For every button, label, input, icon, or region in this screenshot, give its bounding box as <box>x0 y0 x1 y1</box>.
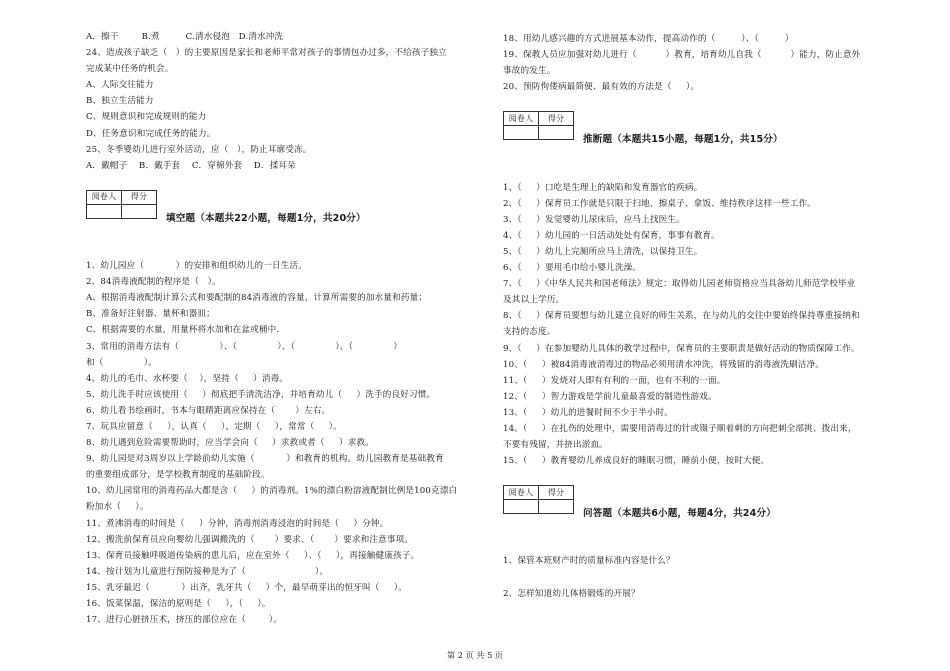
text-line: D、任务意识和完成任务的能力。 <box>86 128 216 139</box>
score-table-blank-cell <box>539 500 574 514</box>
score-table-header-cell: 阅卷人 <box>504 486 539 500</box>
text-line: 支持的态度。 <box>503 327 556 338</box>
spacer <box>503 570 899 586</box>
text-line: B、准备好注射器、量杯和器皿； <box>86 309 215 320</box>
text-line: 8、（ ）保育员要想与幼儿建立良好的师生关系，在与幼儿的交往中要始终保持尊重接纳和 <box>503 311 860 322</box>
text-line: 2、（ ）保育员工作就是只限于扫地、擦桌子、拿饭、维持秩序这样一些工作。 <box>503 198 817 209</box>
score-table-blank-cell <box>504 126 539 140</box>
text-line: 及其以上学历。 <box>503 295 565 306</box>
text-line: 4、幼儿的毛巾、水杯要（ ），坚持（ ）消毒。 <box>86 373 289 384</box>
score-table <box>503 485 574 514</box>
score-table-blank-cell <box>504 500 539 514</box>
spacer <box>503 163 899 179</box>
text-line: 11、（ ）发烧对人即有有利的一面，也有不利的一面。 <box>503 375 726 386</box>
text-line: 3、常用的消毒方法有（ ）、（ ）、（ ）、（ ） <box>86 341 403 352</box>
text-line: 20、预防佝偻病最简便、最有效的方法是（ ）。 <box>503 82 700 93</box>
text-line: 15、乳牙最迟（ ）出齐，乳牙共（ ）个，最早萌芽出的恒牙叫（ ）。 <box>86 582 408 593</box>
text-line: 5、（ ）幼儿上完厕所应马上清洗，以保持卫生。 <box>503 246 703 257</box>
text-line: 6、（ ）要用毛巾给小婴儿洗澡。 <box>503 263 642 274</box>
text-line: 15、（ ）教育婴幼儿养成良好的睡眠习惯，睡前小便，按时大便。 <box>503 456 770 467</box>
text-line: C、根据需要的水量，用量杯将水加和在盆或桶中. <box>86 325 280 336</box>
text-line: 14、（ ）在扎伤的处理中，需要用消毒过的针或镊子顺着刺的方向把刺全部挑、拨出来， <box>503 423 857 434</box>
page-footer: 第 2 页 共 5 页 <box>446 650 504 660</box>
text-line: 不要有残留，并挤出淤血。 <box>503 440 608 451</box>
section-header <box>503 485 899 537</box>
text-line: 粉加水（ ）。 <box>86 502 149 513</box>
spacer <box>503 537 899 553</box>
score-table <box>86 190 157 219</box>
text-line: 4、（ ）幼儿园的一日活动处处有保育，事事有教育。 <box>503 230 720 241</box>
section-header <box>503 111 899 163</box>
score-table <box>503 111 574 140</box>
text-line: 19、保教人员应加强对幼儿进行（ ）教育，培育幼儿自我（ ）能力，防止意外 <box>503 50 861 61</box>
text-line: C、规则意识和完成规则的能力 <box>86 112 207 123</box>
section-title: 问答题（本题共6小题，每题4分，共24分） <box>583 508 776 520</box>
spacer <box>503 95 899 111</box>
text-line: 2、84消毒液配制的程序是（ ）。 <box>86 277 221 288</box>
score-table-blank-cell <box>87 204 122 218</box>
text-line: 17、进行心脏挤压术，挤压的部位应在（ ）。 <box>86 615 283 626</box>
right-column <box>503 31 899 602</box>
text-line: 7、玩具应留意（ ），认真（ ），定期（ ），常常（ ）。 <box>86 421 342 432</box>
text-line: 7、（ ）《中华人民共和国老师法》规定：取得幼儿园老师资格应当具备幼儿师范学校毕业 <box>503 279 856 290</box>
score-table-header-cell: 阅卷人 <box>87 190 122 204</box>
spacer <box>86 174 486 190</box>
section-title: 填空题（本题共22小题，每题1分，共20分） <box>166 212 366 224</box>
text-line: 10、（ ）被84消毒液消毒过的物品必须用清水冲洗，将残留的消毒液洗刷洁净。 <box>503 359 825 370</box>
score-table-blank-cell <box>539 126 574 140</box>
text-line: 10、幼儿园常用的消毒药品大都是含（ ）的消毒剂。1%的漂白粉溶液配制比例是100克漂白 <box>86 486 458 497</box>
text-line: 1、保管本班财产时的质量标准内容是什么？ <box>503 556 675 567</box>
text-line: 完成某中任务的机会。 <box>86 64 174 75</box>
score-table-header-cell: 阅卷人 <box>504 112 539 126</box>
text-line: 14、按计划为儿童进行预防接种是为了（ ）。 <box>86 566 329 577</box>
section-title: 推断题（本题共15小题，每题1分，共15分） <box>583 134 783 146</box>
text-line: 13、（ ）幼儿的进餐时间不少于半小时。 <box>503 407 673 418</box>
text-line: 5、幼儿洗手时应该使用（ ）彻底把手清洗洁净，并培育幼儿（ ）洗手的良好习惯。 <box>86 389 436 400</box>
text-line: 9、（ ）在参加婴幼儿具体的教学过程中，保育员的主要职责是做好活动的物质保障工作。 <box>503 343 860 354</box>
text-line: A．戴帽子 B．戴手套 C．穿棉外套 D．揉耳朵 <box>86 160 296 171</box>
text-line: A．擦干 B.煮 C.清水侵泡 D.清水冲洗 <box>86 32 284 42</box>
text-line: 18、用幼儿感兴趣的方式进展基本动作，提高动作的（ ）、（ ） <box>503 34 794 44</box>
text-line: 1、（ ）口吃是生理上的缺陷和发育器官的疾病。 <box>503 182 703 193</box>
text-line: 9、幼儿园是对3周岁以上学龄前幼儿实施（ ）和教育的机构。幼儿园教育是基础教育 <box>86 454 444 465</box>
text-line: 6、幼儿看书绘画时，书本与眼睛距离应保持在（ ）左右。 <box>86 405 331 416</box>
text-line: 12、（ ）智力游戏是学前儿童最喜爱的制造性游戏。 <box>503 391 717 402</box>
section-header <box>86 190 486 242</box>
text-line: 8、幼儿遇到危险需要帮助时，应当学会向（ ）求救或者（ ）求救。 <box>86 438 375 449</box>
text-line: 13、保育员接触呼吸道传染病的患儿后，应在室外（ ）、（ ），再接触健康孩子。 <box>86 550 420 561</box>
text-line: 25、冬季婴幼儿进行室外活动，应（ ），防止耳廓受冻。 <box>86 144 312 155</box>
text-line: A、人际交往能力 <box>86 80 154 91</box>
text-line: 2、怎样知道幼儿体格锻炼的开展？ <box>503 588 640 599</box>
spacer <box>503 469 899 485</box>
text-line: A、根据消毒液配制计算公式和要配制的84消毒液的容量，计算所需要的加水量和药量； <box>86 293 428 304</box>
score-table-header-cell: 得分 <box>539 486 574 500</box>
text-line: 11、煮沸消毒的时间是（ ）分钟，消毒剂消毒浸泡的时间是（ ）分钟。 <box>86 518 389 529</box>
text-line: 和（ ）。 <box>86 357 158 368</box>
text-line: 1、幼儿园应（ ）的安排和组织幼儿的一日生活。 <box>86 261 307 272</box>
score-table-header-cell: 得分 <box>539 112 574 126</box>
text-line: 16、饭菜保温，保洁的原则是（ ），（ ）。 <box>86 599 271 609</box>
text-line: 的重要组成部分，是学校教育制度的基础阶段。 <box>86 470 270 481</box>
text-line: B、独立生活能力 <box>86 96 154 107</box>
score-table-blank-cell <box>122 204 157 218</box>
text-line: 24、造成孩子缺乏（ ）的主要原因是家长和老师平常对孩子的事情包办过多，不给孩子独立 <box>86 48 447 59</box>
score-table-header-cell: 得分 <box>122 190 157 204</box>
left-column <box>86 29 486 628</box>
text-line: 12、搬洗前保育员应向婴幼儿强调搬洗的（ ）要求、（ ）要求和注意事项。 <box>86 534 414 545</box>
text-line: 事故的发生。 <box>503 66 556 77</box>
text-line: 3、（ ）发觉婴幼儿尿床后，应马上找医生。 <box>503 214 685 225</box>
spacer <box>86 242 486 258</box>
